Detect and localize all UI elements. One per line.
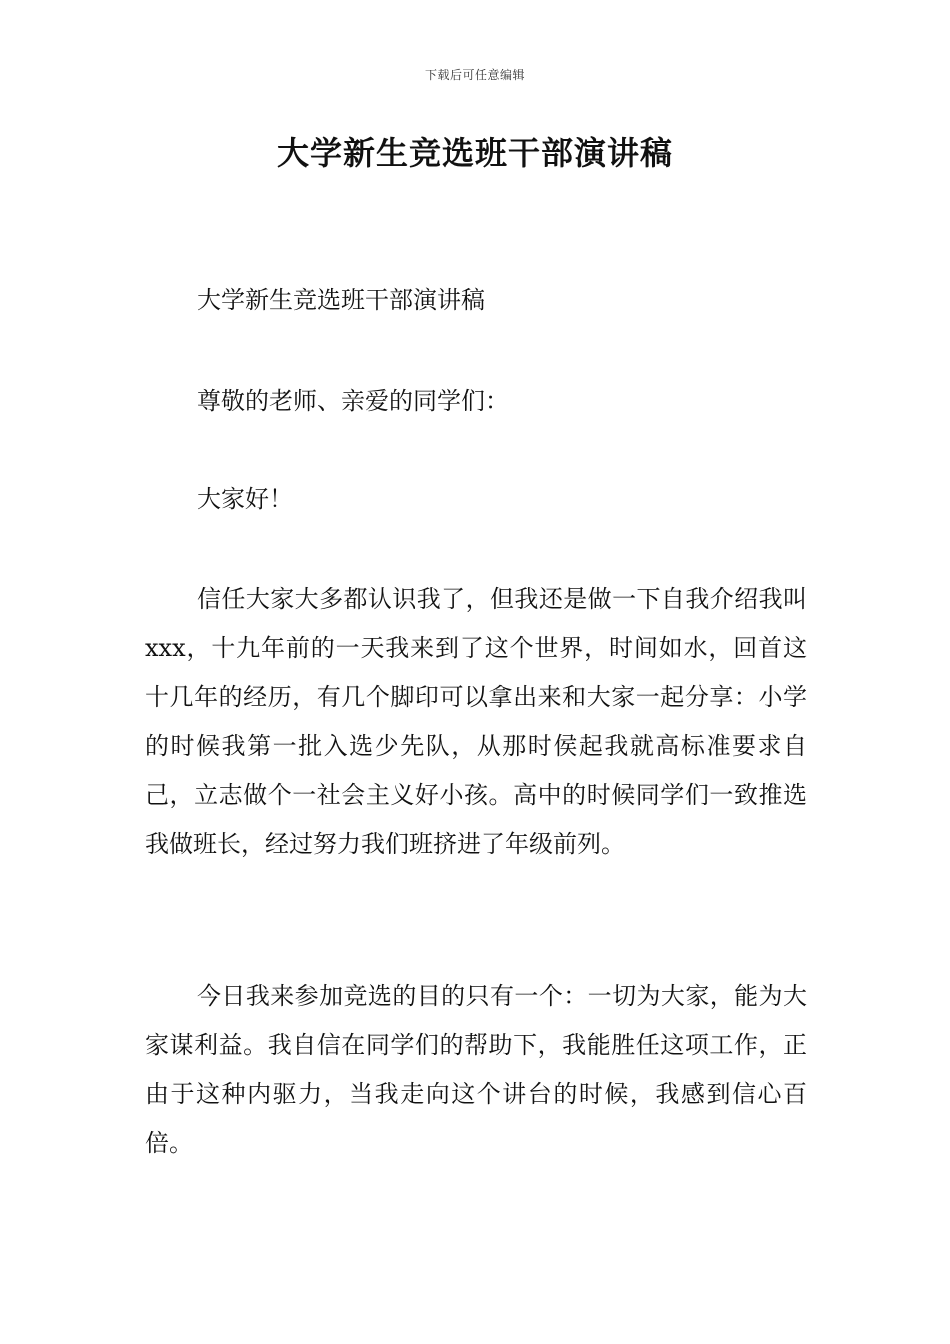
header-note: 下载后可任意编辑 [424,68,525,82]
document-title: 大学新生竞选班干部演讲稿 [276,134,673,172]
paragraph-purpose: 今日我来参加竞选的目的只有一个：一切为大家，能为大家谋利益。我自信在同学们的帮助下，我能胜任这项工作，正由于这种内驱力，当我走向这个讲台的时候，我感到信心百倍。 [145,982,807,1157]
paragraph-subtitle: 大学新生竞选班干部演讲稿 [197,286,485,314]
paragraph-self-introduction: 信任大家大多都认识我了，但我还是做一下自我介绍我叫xxx，十九年前的一天我来到了这个世界，时间如水，回首这十几年的经历，有几个脚印可以拿出来和大家一起分享：小学的时候我第一批入选少先队，从那时侯起我就高标准要求自己，立志做个一社会主义好小孩。高中的时候同学们一致推选我做班长，经过努力我们班挤进了年级前列。 [145,585,807,858]
paragraph-greeting: 尊敬的老师、亲爱的同学们： [197,387,509,415]
paragraph-hello: 大家好！ [197,485,293,513]
